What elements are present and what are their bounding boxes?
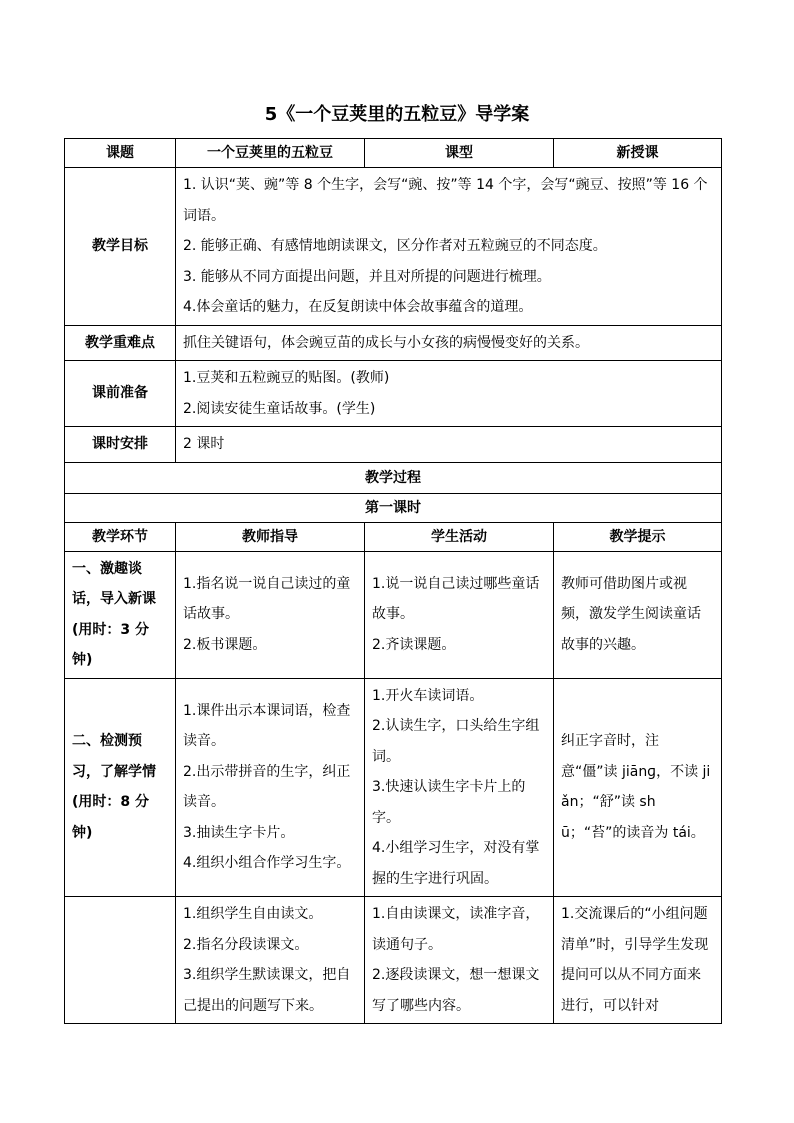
process-section-row xyxy=(65,462,722,493)
student-step: 2.认读生字，口头给生字组词。 xyxy=(372,718,540,765)
column-header: 学生活动 xyxy=(365,522,554,551)
teacher-cell xyxy=(176,551,365,678)
tips-cell xyxy=(554,551,722,678)
page-title: 5《一个豆荚里的五粒豆》导学案 xyxy=(264,104,530,125)
goals-label: 教学目标 xyxy=(65,168,176,326)
process-row xyxy=(65,678,722,897)
stage-cell: 一、激趣谈话，导入新课(用时：3 分钟) xyxy=(65,551,176,678)
student-step: 2.齐读课题。 xyxy=(372,636,456,653)
process-row xyxy=(65,551,722,678)
column-header: 教学提示 xyxy=(554,522,722,551)
lesson-title-row xyxy=(65,493,722,522)
schedule-row xyxy=(65,427,722,463)
student-cell xyxy=(365,551,554,678)
lesson-title: 第一课时 xyxy=(65,493,722,522)
key-points-row xyxy=(65,325,722,361)
teacher-step: 2.指名分段读课文。 xyxy=(183,936,309,953)
student-step: 1.开火车读词语。 xyxy=(372,687,484,704)
topic-value: 一个豆荚里的五粒豆 xyxy=(176,139,365,168)
topic-label: 课题 xyxy=(65,139,176,168)
preparation-row xyxy=(65,361,722,427)
teacher-step: 1.组织学生自由读文。 xyxy=(183,906,323,922)
schedule-value: 2 课时 xyxy=(176,427,722,463)
student-cell xyxy=(365,897,554,1024)
tip-text: 纠正字音时，注意“僵”读 jiānɡ，不读 jiǎn；“舒”读 shū；“苔”的读音为 tái。 xyxy=(561,733,711,841)
goals-row xyxy=(65,168,722,326)
process-section-title: 教学过程 xyxy=(65,462,722,493)
header-row xyxy=(65,139,722,168)
student-step: 2.逐段读课文，想一想课文写了哪些内容。 xyxy=(372,967,540,1014)
schedule-label: 课时安排 xyxy=(65,427,176,463)
column-header: 教师指导 xyxy=(176,522,365,551)
column-header: 教学环节 xyxy=(65,522,176,551)
goal-item: 4.体会童话的魅力，在反复朗读中体会故事蕴含的道理。 xyxy=(183,299,533,315)
stage-cell: 二、检测预习，了解学情(用时：8 分钟) xyxy=(65,678,176,897)
preparation-item: 2.阅读安徒生童话故事。(学生) xyxy=(183,400,376,417)
process-row xyxy=(65,897,722,1024)
tips-cell xyxy=(554,897,722,1024)
teacher-step: 4.组织小组合作学习生字。 xyxy=(183,855,351,872)
preparation-content xyxy=(176,361,722,427)
preparation-label: 课前准备 xyxy=(65,361,176,427)
goals-content xyxy=(176,168,722,326)
type-value: 新授课 xyxy=(554,139,722,168)
tip-text: 教师可借助图片或视频，激发学生阅读童话故事的兴趣。 xyxy=(561,575,701,653)
stage-cell xyxy=(65,897,176,1024)
student-step: 3.快速认读生字卡片上的字。 xyxy=(372,779,526,826)
key-points-label: 教学重难点 xyxy=(65,325,176,361)
preparation-item: 1.豆荚和五粒豌豆的贴图。(教师) xyxy=(183,370,390,386)
teacher-step: 1.课件出示本课词语，检查读音。 xyxy=(183,702,351,750)
teacher-cell xyxy=(176,897,365,1024)
goal-item: 2. 能够正确、有感情地朗读课文，区分作者对五粒豌豆的不同态度。 xyxy=(183,238,607,254)
teacher-step: 1.指名说一说自己读过的童话故事。 xyxy=(183,575,351,623)
student-step: 1.自由读课文，读准字音，读通句子。 xyxy=(372,906,540,953)
teacher-cell xyxy=(176,678,365,897)
tips-cell xyxy=(554,678,722,897)
process-header-row xyxy=(65,522,722,551)
student-cell xyxy=(365,678,554,897)
student-step: 1.说一说自己读过哪些童话故事。 xyxy=(372,575,540,623)
type-label: 课型 xyxy=(365,139,554,168)
lesson-plan-table xyxy=(64,138,722,1024)
goal-item: 3. 能够从不同方面提出问题，并且对所提的问题进行梳理。 xyxy=(183,268,551,285)
student-step: 4.小组学习生字，对没有掌握的生字进行巩固。 xyxy=(372,840,540,887)
goal-item: 1. 认识“荚、豌”等 8 个生字，会写“豌、按”等 14 个字，会写“豌豆、按照”等 16 个词语。 xyxy=(183,177,708,224)
teacher-step: 2.板书课题。 xyxy=(183,636,267,653)
teacher-step: 3.组织学生默读课文，把自己提出的问题写下来。 xyxy=(183,967,351,1014)
key-points-value: 抓住关键语句，体会豌豆苗的成长与小女孩的病慢慢变好的关系。 xyxy=(176,325,722,361)
teacher-step: 2.出示带拼音的生字，纠正读音。 xyxy=(183,763,351,811)
tip-text: 1.交流课后的“小组问题清单”时，引导学生发现提问可以从不同方面来进行，可以针对 xyxy=(561,906,709,1014)
teacher-step: 3.抽读生字卡片。 xyxy=(183,824,295,841)
